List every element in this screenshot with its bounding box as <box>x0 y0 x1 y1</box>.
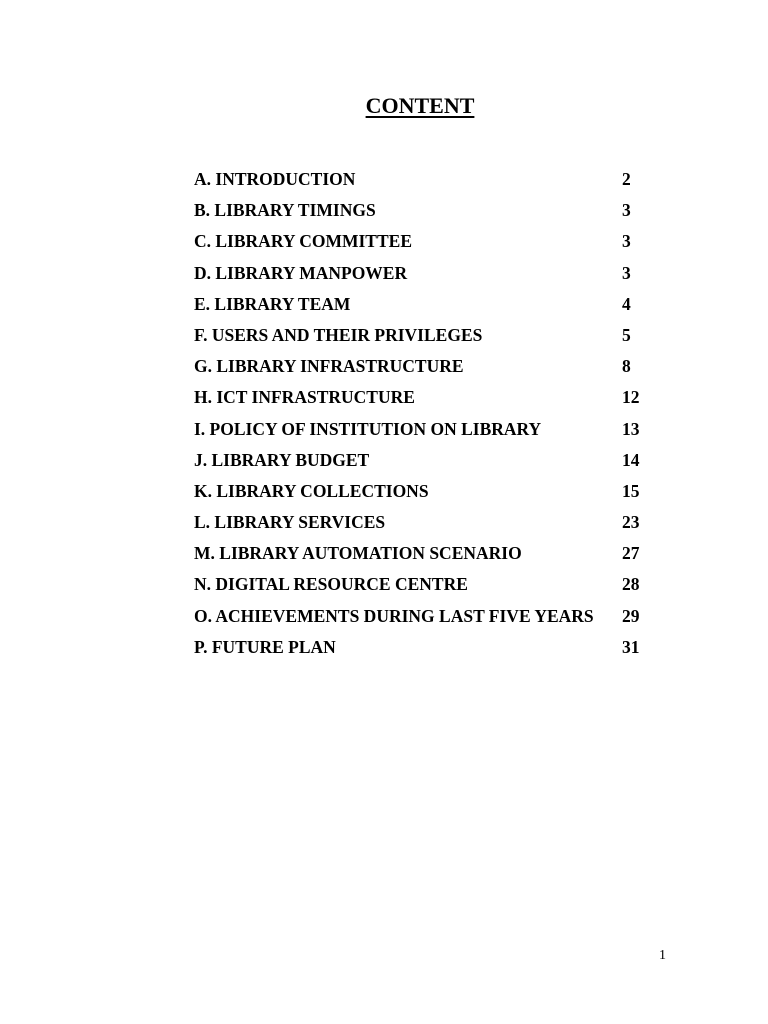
toc-entry-label: B. LIBRARY TIMINGS <box>194 200 376 221</box>
toc-entry-library-automation[interactable] <box>194 541 654 572</box>
toc-entry-library-budget[interactable] <box>194 448 654 479</box>
toc-entry-users-privileges[interactable] <box>194 323 654 354</box>
toc-entry-label: H. ICT INFRASTRUCTURE <box>194 387 415 408</box>
toc-entry-page: 15 <box>622 480 640 501</box>
toc-entry-library-infrastructure[interactable] <box>194 354 654 385</box>
toc-entry-page: 3 <box>622 262 631 283</box>
toc-entry-label: N. DIGITAL RESOURCE CENTRE <box>194 574 468 595</box>
toc-entry-label: L. LIBRARY SERVICES <box>194 512 386 533</box>
toc-entry-digital-resource-centre[interactable] <box>194 572 654 603</box>
toc-entry-policy-institution[interactable] <box>194 417 654 448</box>
toc-entry-page: 29 <box>622 605 640 626</box>
toc-entry-page: 5 <box>622 324 631 345</box>
toc-entry-library-timings[interactable] <box>194 198 654 229</box>
toc-entry-label: K. LIBRARY COLLECTIONS <box>194 480 429 501</box>
toc-entry-library-team[interactable] <box>194 292 654 323</box>
table-of-contents <box>194 167 654 666</box>
toc-entry-page: 28 <box>622 574 640 595</box>
toc-entry-label: C. LIBRARY COMMITTEE <box>194 231 412 252</box>
toc-entry-label: A. INTRODUCTION <box>194 169 356 189</box>
toc-entry-page: 4 <box>622 293 631 314</box>
toc-entry-page: 3 <box>622 200 631 221</box>
toc-entry-page: 8 <box>622 356 631 377</box>
toc-entry-achievements[interactable] <box>194 604 654 635</box>
page-number: 1 <box>659 948 666 963</box>
toc-entry-label: F. USERS AND THEIR PRIVILEGES <box>194 324 483 345</box>
toc-entry-page: 23 <box>622 512 640 533</box>
toc-entry-label: P. FUTURE PLAN <box>194 636 336 657</box>
toc-entry-label: I. POLICY OF INSTITUTION ON LIBRARY <box>194 418 542 439</box>
toc-entry-future-plan[interactable] <box>194 635 654 666</box>
toc-entry-page: 27 <box>622 543 640 564</box>
toc-entry-page: 12 <box>622 387 640 408</box>
toc-entry-page: 31 <box>622 636 640 657</box>
toc-entry-page: 2 <box>622 169 631 189</box>
toc-entry-library-committee[interactable] <box>194 229 654 260</box>
toc-entry-ict-infrastructure[interactable] <box>194 385 654 416</box>
toc-entry-library-manpower[interactable] <box>194 261 654 292</box>
toc-entry-label: D. LIBRARY MANPOWER <box>194 262 408 283</box>
toc-entry-label: E. LIBRARY TEAM <box>194 293 351 314</box>
toc-entry-page: 14 <box>622 449 640 470</box>
toc-entry-library-collections[interactable] <box>194 479 654 510</box>
page-title: CONTENT <box>365 93 475 118</box>
toc-entry-page: 3 <box>622 231 631 252</box>
toc-entry-page: 13 <box>622 418 640 439</box>
toc-entry-library-services[interactable] <box>194 510 654 541</box>
toc-entry-introduction[interactable] <box>194 167 654 198</box>
toc-entry-label: M. LIBRARY AUTOMATION SCENARIO <box>194 543 522 564</box>
toc-entry-label: O. ACHIEVEMENTS DURING LAST FIVE YEARS <box>194 605 594 626</box>
toc-entry-label: G. LIBRARY INFRASTRUCTURE <box>194 356 464 377</box>
toc-entry-label: J. LIBRARY BUDGET <box>194 449 370 470</box>
